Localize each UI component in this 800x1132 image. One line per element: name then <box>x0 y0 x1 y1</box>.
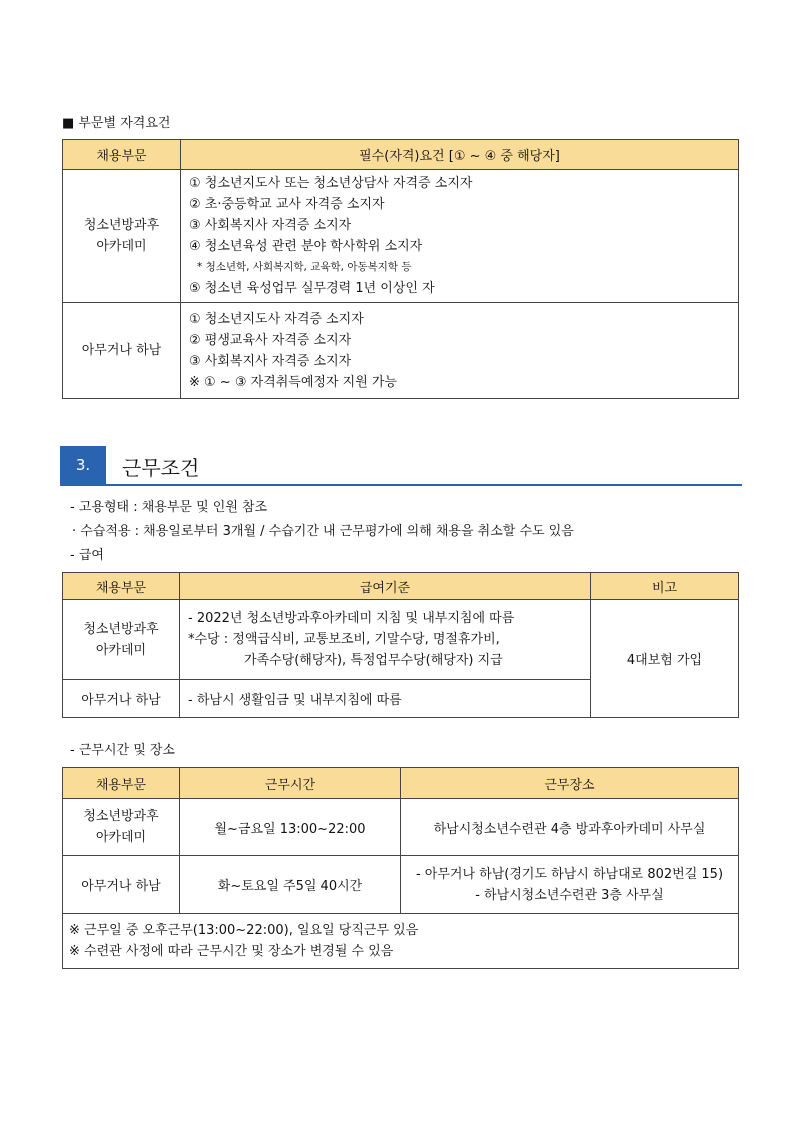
salary-basis-cell: - 2022년 청소년방과후아카데미 지침 및 내부지침에 따름 *수당 : 정액급식비, 교통보조비, 기말수당, 명절휴가비, 가족수당(해당자), 특정업무수당(해당자) 지급 <box>180 600 591 680</box>
dept-cell: 청소년방과후 아카데미 <box>63 600 180 680</box>
section-heading: 근무조건 <box>122 456 200 480</box>
requirements-cell <box>181 170 739 303</box>
table-row <box>63 170 739 303</box>
header-requirements: 필수(자격)요건 [① ~ ④ 중 해당자] <box>181 140 739 170</box>
table-row <box>63 303 739 399</box>
note-text: ※ 수련관 사정에 따라 근무시간 및 장소가 변경될 수 있음 <box>69 944 394 959</box>
table-row <box>63 914 739 969</box>
list-item: ② 평생교육사 자격증 소지자 <box>189 332 352 348</box>
dept-cell: 아무거나 하남 <box>63 856 180 914</box>
note-text: ※ 근무일 중 오후근무(13:00~22:00), 일요일 당직근무 있음 <box>69 923 419 938</box>
dept-cell: 아무거나 하남 <box>63 680 180 718</box>
list-item: ① 청소년지도사 또는 청소년상담사 자격증 소지자 <box>189 176 473 191</box>
requirements-cell <box>181 303 739 399</box>
header-dept: 채용부문 <box>63 140 181 170</box>
list-item: ※ ① ~ ③ 자격취득예정자 지원 가능 <box>189 374 398 390</box>
header-hours: 근무시간 <box>180 768 401 799</box>
list-item: ③ 사회복지사 자격증 소지자 <box>189 353 352 369</box>
probation-text: · 수습적용 : 채용일로부터 3개월 / 수습기간 내 근무평가에 의해 채용을 취소할 수도 있음 <box>72 524 574 539</box>
salary-label: - 급여 <box>70 548 104 563</box>
salary-table <box>62 572 739 718</box>
section-number: 3. <box>60 446 106 484</box>
qualification-table <box>62 139 739 399</box>
remarks-cell: 4대보험 가입 <box>591 600 739 718</box>
table-row <box>63 799 739 856</box>
hours-table <box>62 767 739 969</box>
list-item: ④ 청소년육성 관련 분야 학사학위 소지자 <box>189 239 423 254</box>
hours-cell: 월~금요일 13:00~22:00 <box>180 799 401 856</box>
section-3-header <box>60 446 742 486</box>
header-remarks: 비고 <box>591 573 739 600</box>
list-item: ① 청소년지도사 자격증 소지자 <box>189 311 364 327</box>
list-item: ⑤ 청소년 육성업무 실무경력 1년 이상인 자 <box>189 281 435 296</box>
divider <box>60 484 742 486</box>
hours-cell: 화~토요일 주5일 40시간 <box>180 856 401 914</box>
dept-cell: 아무거나 하남 <box>63 303 181 399</box>
place-cell: - 아무거나 하남(경기도 하남시 하남대로 802번길 15) - 하남시청소년수련관 3층 사무실 <box>401 856 739 914</box>
notes-cell <box>63 914 739 969</box>
salary-basis-cell: - 하남시 생활임금 및 내부지침에 따름 <box>180 680 591 718</box>
header-salary-basis: 급여기준 <box>180 573 591 600</box>
header-dept: 채용부문 <box>63 768 180 799</box>
list-item-note: * 청소년학, 사회복지학, 교육학, 아동복지학 등 <box>197 261 412 273</box>
dept-cell: 청소년방과후 아카데미 <box>63 170 181 303</box>
dept-cell: 청소년방과후 아카데미 <box>63 799 180 856</box>
section-title: ■ 부문별 자격요건 <box>62 116 171 131</box>
table-row <box>63 856 739 914</box>
header-place: 근무장소 <box>401 768 739 799</box>
table-row <box>63 600 739 680</box>
place-cell: 하남시청소년수련관 4층 방과후아카데미 사무실 <box>401 799 739 856</box>
header-dept: 채용부문 <box>63 573 180 600</box>
list-item: ② 초·중등학교 교사 자격증 소지자 <box>189 197 385 212</box>
list-item: ③ 사회복지사 자격증 소지자 <box>189 218 352 233</box>
hours-label: - 근무시간 및 장소 <box>70 743 175 758</box>
employment-type: - 고용형태 : 채용부문 및 인원 참조 <box>70 500 268 515</box>
